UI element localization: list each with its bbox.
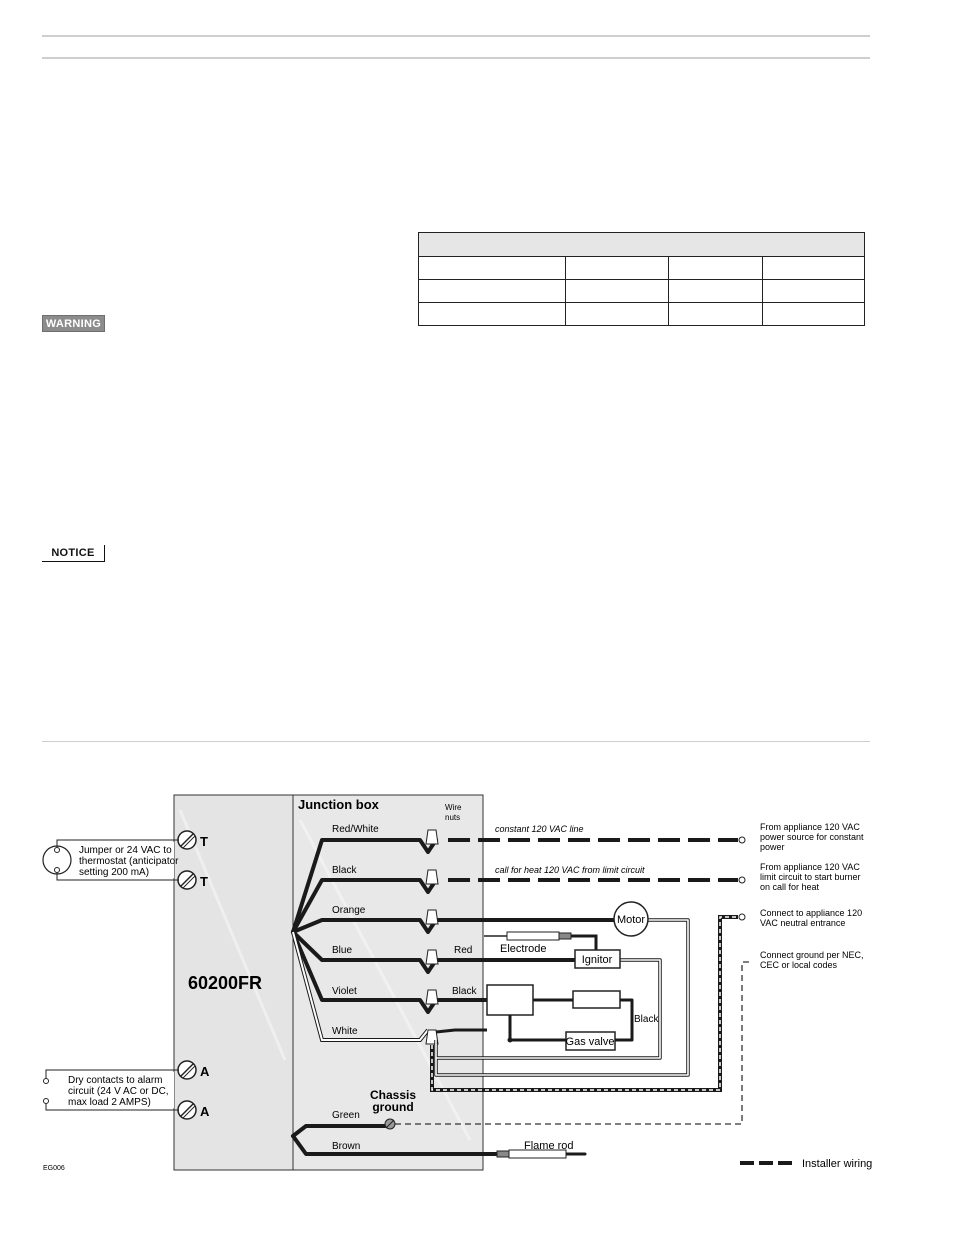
wire-label: Black (452, 986, 477, 997)
table-cell (419, 303, 566, 326)
line-label: call for heat 120 VAC from limit circuit (495, 865, 645, 875)
header-rule-bottom (42, 57, 870, 59)
line-label: constant 120 VAC line (495, 824, 584, 834)
electrode-icon (507, 932, 559, 940)
valve-coil-box (573, 991, 620, 1008)
wire-label: Orange (332, 905, 366, 916)
terminal-screw-icon (178, 1061, 196, 1079)
model-label: 60200FR (188, 973, 263, 993)
terminal-a-label: A (200, 1104, 210, 1119)
wire-label: Violet (332, 986, 357, 997)
wire-label: White (332, 1026, 358, 1037)
power-note: power (760, 842, 785, 852)
wire-label: Black (332, 865, 357, 876)
wire-label: Red (454, 945, 473, 956)
table-cell (566, 280, 669, 303)
figure-code: EG006 (43, 1165, 65, 1172)
spec-table (418, 232, 865, 326)
installer-wiring-legend: Installer wiring (802, 1158, 873, 1170)
ground-note: CEC or local codes (760, 960, 838, 970)
wire-label: Green (332, 1110, 360, 1121)
warning-badge: WARNING (42, 315, 105, 332)
notice-badge: NOTICE (42, 545, 105, 562)
table-cell (669, 303, 763, 326)
power-note: power source for constant (760, 832, 864, 842)
table-cell (566, 303, 669, 326)
table-cell (669, 280, 763, 303)
wire-label: Blue (332, 945, 353, 956)
table-cell (566, 257, 669, 280)
wiring-diagram (0, 760, 954, 1180)
gas-valve-label: Gas valve (565, 1036, 615, 1048)
terminal-screw-icon (178, 1101, 196, 1119)
limit-note: From appliance 120 VAC (760, 862, 860, 872)
table-cell (763, 257, 865, 280)
terminal-screw-icon (178, 831, 196, 849)
wire-nuts-label: Wire (445, 803, 462, 812)
motor-label: Motor (616, 914, 646, 926)
junction-box-label: Junction box (298, 797, 379, 812)
terminal-screw-icon (178, 871, 196, 889)
table-row (419, 303, 865, 326)
flame-rod-label: Flame rod (524, 1140, 574, 1152)
table-title-row (419, 233, 865, 257)
alarm-note: circuit (24 V AC or DC, (68, 1086, 169, 1097)
limit-note: limit circuit to start burner (760, 872, 861, 882)
table-row (419, 280, 865, 303)
limit-note: on call for heat (760, 882, 820, 892)
chassis-ground-icon (385, 1119, 395, 1129)
table-cell (763, 280, 865, 303)
terminal-t-label: T (200, 874, 208, 889)
neutral-note: VAC neutral entrance (760, 918, 846, 928)
table-title-cell (419, 233, 865, 257)
neutral-note: Connect to appliance 120 (760, 908, 863, 918)
wire-label: Black (634, 1014, 659, 1025)
electrode-label: Electrode (500, 943, 547, 955)
wire-label: Red/White (332, 824, 379, 835)
flame-rod-icon (497, 1151, 509, 1157)
ground-note: Connect ground per NEC, (760, 950, 864, 960)
thermostat-note: Jumper or 24 VAC to (79, 845, 172, 856)
table-header-row (419, 257, 865, 280)
table-cell (763, 303, 865, 326)
thermostat-note: thermostat (anticipator (79, 856, 179, 867)
table-cell (419, 280, 566, 303)
chassis-ground-label: ground (372, 1100, 414, 1114)
control-module-box (487, 985, 533, 1015)
wire-label: Brown (332, 1141, 361, 1152)
table-cell (419, 257, 566, 280)
ignitor-label: Ignitor (581, 954, 613, 966)
section-divider (42, 741, 870, 742)
header-rule-top (42, 35, 870, 37)
table-cell (669, 257, 763, 280)
terminal-a-label: A (200, 1064, 210, 1079)
terminal-t-label: T (200, 834, 208, 849)
power-note: From appliance 120 VAC (760, 822, 860, 832)
thermostat-note: setting 200 mA) (79, 867, 150, 878)
alarm-note: max load 2 AMPS) (68, 1097, 151, 1108)
chassis-ground-label: Chassis (369, 1088, 417, 1102)
alarm-note: Dry contacts to alarm (68, 1075, 163, 1086)
wire-nuts-label: nuts (445, 813, 461, 822)
